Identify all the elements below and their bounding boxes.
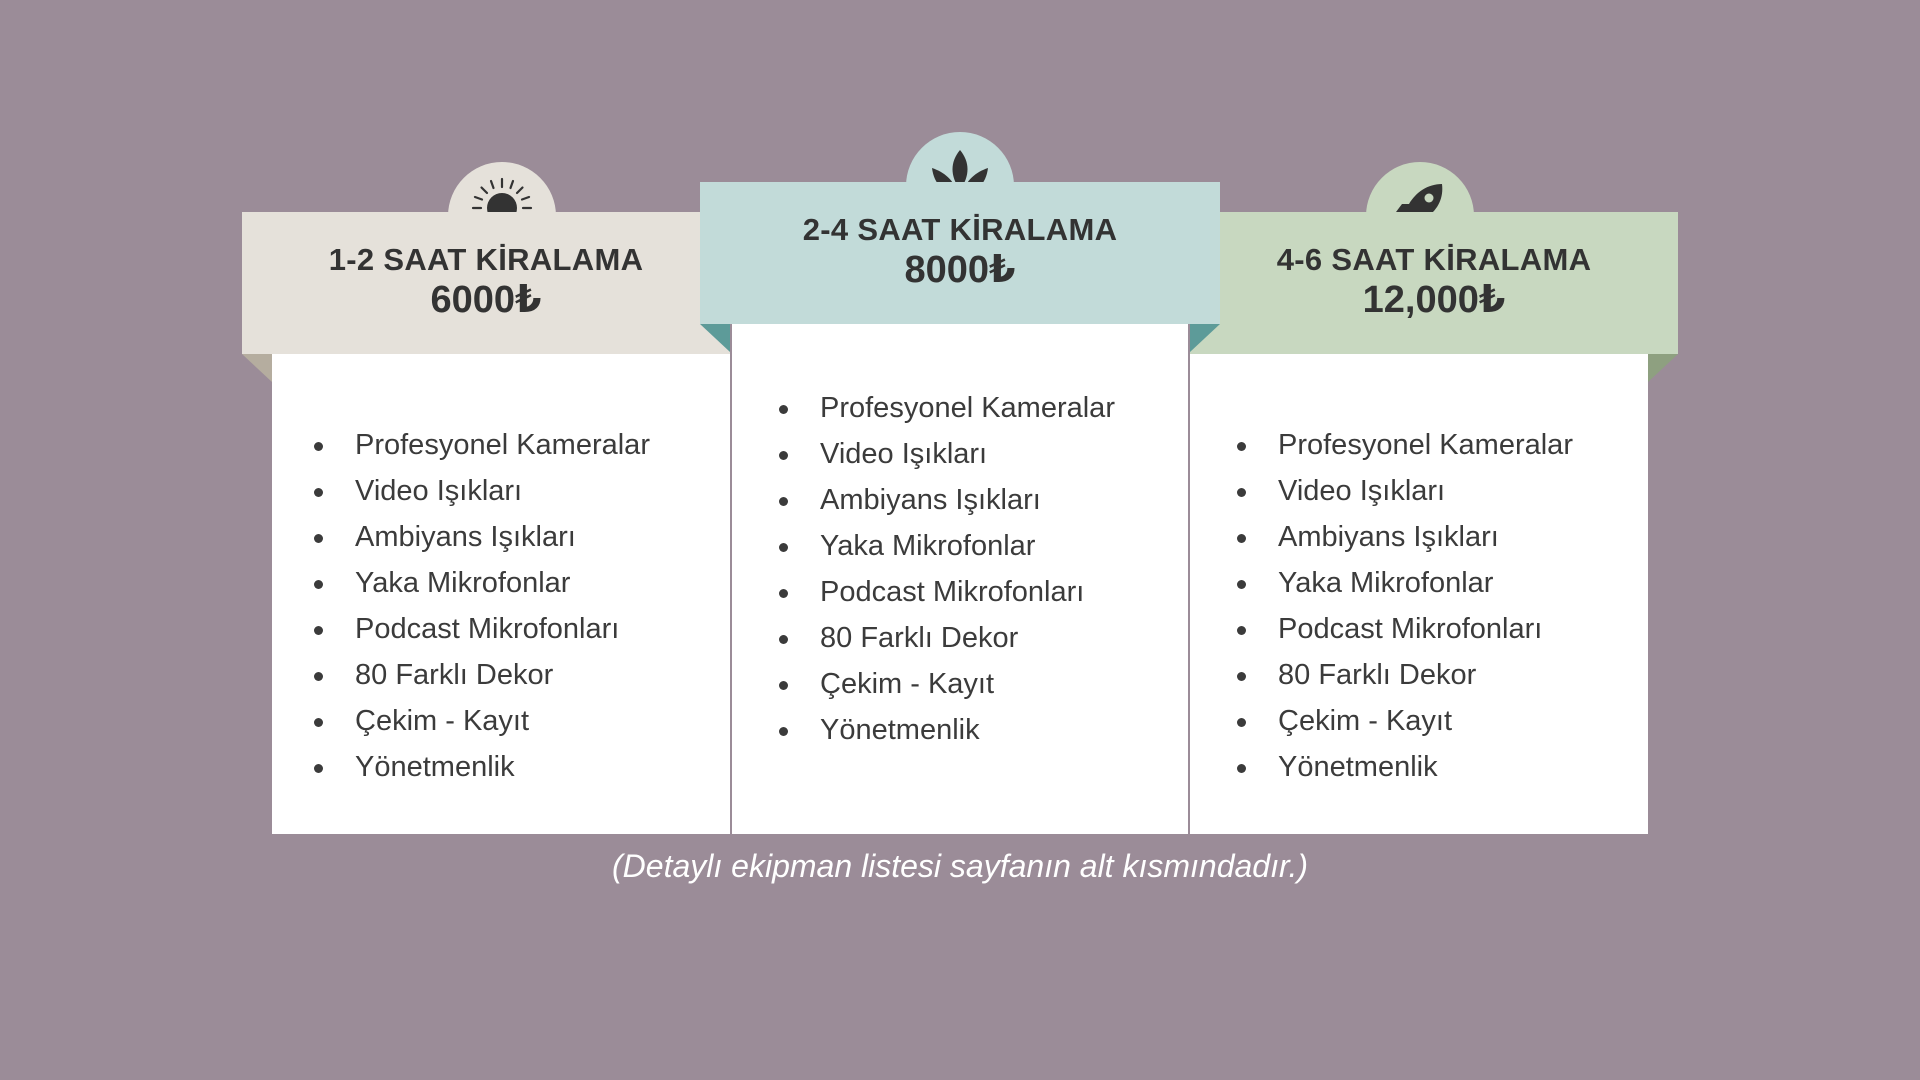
feature-item: Yönetmenlik <box>1235 744 1648 790</box>
feature-item: 80 Farklı Dekor <box>777 615 1188 661</box>
plan-features-panel <box>1190 354 1648 834</box>
header-fold-left <box>700 324 730 352</box>
feature-list <box>777 385 1188 753</box>
feature-item: Ambiyans Işıkları <box>1235 514 1648 560</box>
feature-item: Podcast Mikrofonları <box>312 606 730 652</box>
plan-card-1-2-hours <box>242 162 730 834</box>
feature-item: 80 Farklı Dekor <box>312 652 730 698</box>
plan-price: 8000₺ <box>904 249 1016 292</box>
plan-card-4-6-hours <box>1190 162 1678 834</box>
feature-item: Profesyonel Kameralar <box>312 422 730 468</box>
plan-card-2-4-hours <box>700 132 1220 834</box>
feature-item: Video Işıkları <box>312 468 730 514</box>
feature-item: Ambiyans Işıkları <box>312 514 730 560</box>
feature-item: Yönetmenlik <box>312 744 730 790</box>
feature-item: 80 Farklı Dekor <box>1235 652 1648 698</box>
plan-title: 2-4 SAAT KİRALAMA <box>802 212 1118 248</box>
plan-features-panel <box>272 354 730 834</box>
feature-item: Video Işıkları <box>777 431 1188 477</box>
feature-item: Video Işıkları <box>1235 468 1648 514</box>
feature-item: Çekim - Kayıt <box>777 661 1188 707</box>
feature-item: Podcast Mikrofonları <box>777 569 1188 615</box>
plan-features-panel <box>730 324 1190 834</box>
feature-item: Yaka Mikrofonlar <box>312 560 730 606</box>
equipment-list-note: (Detaylı ekipman listesi sayfanın alt kısmındadır.) <box>612 848 1308 884</box>
feature-item: Çekim - Kayıt <box>1235 698 1648 744</box>
feature-item: Profesyonel Kameralar <box>777 385 1188 431</box>
feature-list <box>312 422 730 790</box>
plan-header <box>242 212 730 354</box>
plan-header <box>700 182 1220 324</box>
plan-price: 6000₺ <box>430 279 542 322</box>
plan-header <box>1190 212 1678 354</box>
feature-item: Çekim - Kayıt <box>312 698 730 744</box>
feature-item: Profesyonel Kameralar <box>1235 422 1648 468</box>
feature-item: Yaka Mikrofonlar <box>1235 560 1648 606</box>
header-fold-right <box>1190 324 1220 352</box>
feature-item: Yaka Mikrofonlar <box>777 523 1188 569</box>
header-fold <box>1648 354 1678 382</box>
header-fold <box>242 354 272 382</box>
feature-list <box>1235 422 1648 790</box>
feature-item: Podcast Mikrofonları <box>1235 606 1648 652</box>
plan-price: 12,000₺ <box>1362 279 1506 322</box>
plan-title: 1-2 SAAT KİRALAMA <box>328 242 644 278</box>
feature-item: Ambiyans Işıkları <box>777 477 1188 523</box>
plan-title: 4-6 SAAT KİRALAMA <box>1276 242 1592 278</box>
feature-item: Yönetmenlik <box>777 707 1188 753</box>
